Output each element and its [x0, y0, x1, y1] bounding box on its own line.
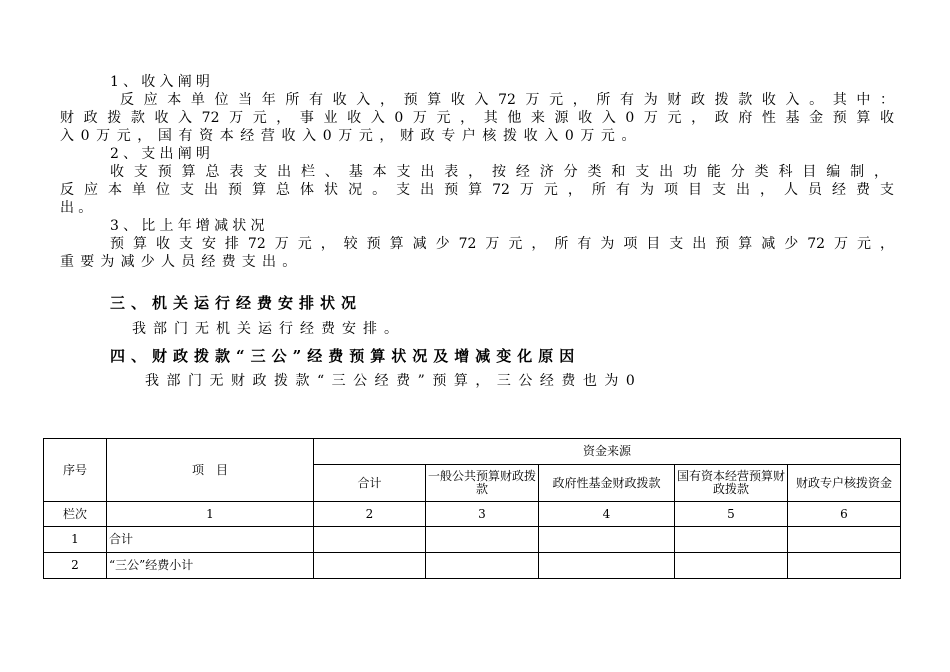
section-three-title: 三、机关运行经费安排状况: [110, 294, 363, 312]
header-funding-source: 资金来源: [314, 439, 901, 465]
header-general-budget: 一般公共预算财政拨款: [426, 465, 539, 502]
table-cell: [426, 553, 539, 579]
section-four-title: 四、财政拨款“三公”经费预算状况及增减变化原因: [110, 347, 581, 365]
header-total: 合计: [314, 465, 426, 502]
header-special-account: 财政专户核拨资金: [788, 465, 901, 502]
index-cell: 栏次: [44, 502, 107, 527]
index-cell: 1: [107, 502, 314, 527]
table-cell: [675, 527, 788, 553]
header-fund-budget: 政府性基金财政拨款: [539, 465, 675, 502]
table-cell: [426, 527, 539, 553]
expense-heading: 2、支出阐明: [110, 146, 215, 162]
index-cell: 6: [788, 502, 901, 527]
table-cell: [788, 527, 901, 553]
expense-paragraph-line: 反应本单位支出预算总体状况。支出预算72万元，所有为项目支出，人员经费支: [60, 182, 894, 198]
income-paragraph-line: 财政拨款收入72万元，事业收入0万元，其他来源收入0万元，政府性基金预算收: [60, 110, 894, 126]
row-seq: 2: [44, 553, 107, 579]
expense-paragraph-line: 收支预算总表支出栏、基本支出表，按经济分类和支出功能分类科目编制，: [110, 164, 888, 180]
row-item: 合计: [107, 527, 314, 553]
index-cell: 2: [314, 502, 426, 527]
table-cell: [675, 553, 788, 579]
header-seq: 序号: [44, 439, 107, 502]
row-seq: 1: [44, 527, 107, 553]
section-four-text: 我部门无财政拨款“三公经费”预算，三公经费也为0: [145, 373, 643, 389]
table-row: [44, 553, 901, 579]
table-row: [44, 527, 901, 553]
row-item: “三公”经费小计: [107, 553, 314, 579]
header-item: 项 目: [107, 439, 314, 502]
table-cell: [539, 553, 675, 579]
table-cell: [539, 527, 675, 553]
income-heading: 1、收入阐明: [110, 74, 215, 90]
income-paragraph-line: 反应本单位当年所有收入，预算收入72万元，所有为财政拨款收入。其中：: [120, 92, 894, 108]
index-cell: 4: [539, 502, 675, 527]
change-paragraph-line: 预算收支安排72万元，较预算减少72万元，所有为项目支出预算减少72万元，: [110, 236, 894, 252]
table-cell: [314, 527, 426, 553]
index-cell: 3: [426, 502, 539, 527]
header-state-capital: 国有资本经营预算财政拨款: [675, 465, 788, 502]
funding-table: [43, 438, 901, 579]
expense-paragraph-line: 出。: [60, 200, 97, 216]
income-paragraph-line: 入0万元，国有资本经营收入0万元，财政专户核拨收入0万元。: [60, 128, 643, 144]
index-cell: 5: [675, 502, 788, 527]
section-three-text: 我部门无机关运行经费安排。: [132, 321, 405, 337]
change-paragraph-line: 重要为减少人员经费支出。: [60, 254, 303, 270]
table-cell: [314, 553, 426, 579]
change-heading: 3、比上年增减状况: [110, 218, 269, 234]
table-cell: [788, 553, 901, 579]
